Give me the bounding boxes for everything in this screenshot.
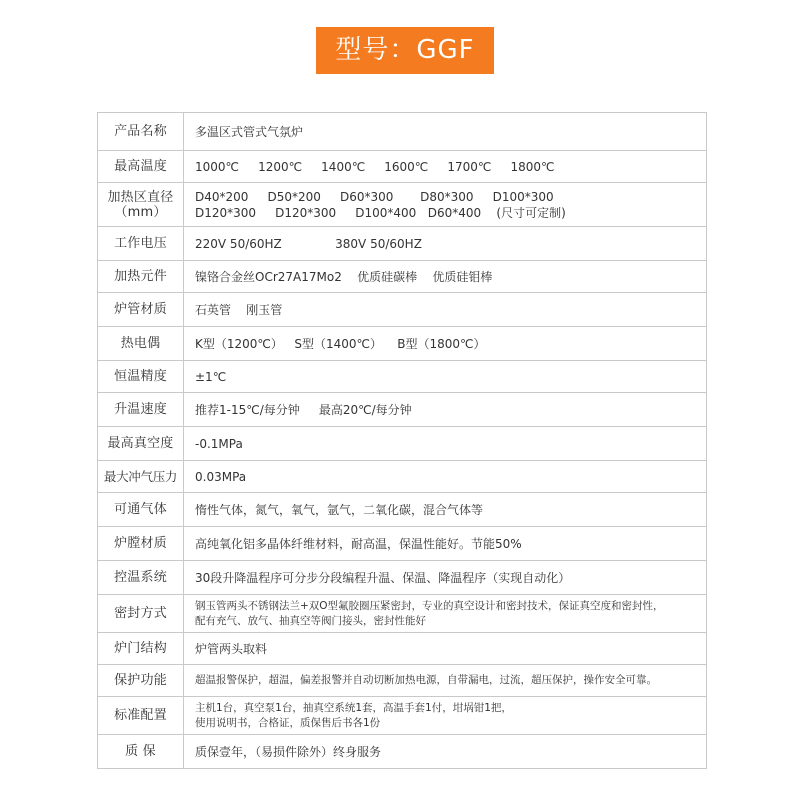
table-row <box>98 183 707 227</box>
table-row <box>98 293 707 327</box>
table-row <box>98 735 707 769</box>
row-label-chamber-material: 炉膛材质 <box>98 527 184 561</box>
row-label-max-temperature: 最高温度 <box>98 151 184 183</box>
table-row <box>98 261 707 293</box>
row-value-door-structure: 炉管两头取料 <box>184 633 707 665</box>
row-value-control-system: 30段升降温程序可分步分段编程升温、保温、降温程序（实现自动化） <box>184 561 707 595</box>
row-label-door-structure: 炉门结构 <box>98 633 184 665</box>
table-row <box>98 227 707 261</box>
table-row <box>98 561 707 595</box>
table-row <box>98 361 707 393</box>
row-value-working-voltage: 220V 50/60HZ 380V 50/60HZ <box>184 227 707 261</box>
table-row <box>98 427 707 461</box>
row-value-max-temperature: 1000℃ 1200℃ 1400℃ 1600℃ 1700℃ 1800℃ <box>184 151 707 183</box>
spec-table <box>97 112 707 769</box>
row-value-max-vacuum: -0.1MPa <box>184 427 707 461</box>
row-label-usable-gases: 可通气体 <box>98 493 184 527</box>
row-label-heating-rate: 升温速度 <box>98 393 184 427</box>
table-row <box>98 327 707 361</box>
table-row <box>98 461 707 493</box>
row-value-thermocouple: K型（1200℃） S型（1400℃） B型（1800℃） <box>184 327 707 361</box>
row-value-tube-material: 石英管 刚玉管 <box>184 293 707 327</box>
row-value-protection: 超温报警保护，超温，偏差报警并自动切断加热电源，自带漏电，过流，超压保护，操作安全可靠。 <box>184 665 707 697</box>
page-title: 型号：GGF <box>316 27 494 74</box>
table-row <box>98 393 707 427</box>
spec-table-body <box>98 113 707 769</box>
row-value-product-name: 多温区式管式气氛炉 <box>184 113 707 151</box>
row-value-warranty: 质保壹年，（易损件除外）终身服务 <box>184 735 707 769</box>
table-row <box>98 527 707 561</box>
row-label-heating-zone-diameter: 加热区直径 （mm） <box>98 183 184 227</box>
row-label-heating-element: 加热元件 <box>98 261 184 293</box>
row-value-sealing-method: 钢玉管两头不锈钢法兰+双O型氟胶圈压紧密封，专业的真空设计和密封技术，保证真空度和密封性， 配有充气、放气、抽真空等阀门接头，密封性能好 <box>184 595 707 633</box>
row-label-max-gas-pressure: 最大冲气压力 <box>98 461 184 493</box>
row-label-warranty: 质 保 <box>98 735 184 769</box>
row-value-max-gas-pressure: 0.03MPa <box>184 461 707 493</box>
row-value-standard-config: 主机1台，真空泵1台，抽真空系统1套，高温手套1付，坩埚钳1把， 使用说明书，合格证，质保售后书各1份 <box>184 697 707 735</box>
row-label-protection: 保护功能 <box>98 665 184 697</box>
row-value-temperature-accuracy: ±1℃ <box>184 361 707 393</box>
row-label-temperature-accuracy: 恒温精度 <box>98 361 184 393</box>
row-label-standard-config: 标准配置 <box>98 697 184 735</box>
row-label-tube-material: 炉管材质 <box>98 293 184 327</box>
row-value-heating-zone-diameter: D40*200 D50*200 D60*300 D80*300 D100*300 D120*300 D120*300 D100*400 D60*400 (尺寸可定制) <box>184 183 707 227</box>
table-row <box>98 595 707 633</box>
row-label-thermocouple: 热电偶 <box>98 327 184 361</box>
table-row <box>98 151 707 183</box>
row-value-chamber-material: 高纯氧化铝多晶体纤维材料，耐高温，保温性能好。节能50% <box>184 527 707 561</box>
row-label-max-vacuum: 最高真空度 <box>98 427 184 461</box>
table-row <box>98 113 707 151</box>
row-label-sealing-method: 密封方式 <box>98 595 184 633</box>
table-row <box>98 493 707 527</box>
table-row <box>98 633 707 665</box>
row-label-working-voltage: 工作电压 <box>98 227 184 261</box>
row-value-heating-element: 镍铬合金丝OCr27A17Mo2 优质硅碳棒 优质硅钼棒 <box>184 261 707 293</box>
table-row <box>98 697 707 735</box>
row-value-usable-gases: 惰性气体，氮气，氧气，氩气，二氧化碳，混合气体等 <box>184 493 707 527</box>
row-value-heating-rate: 推荐1-15℃/每分钟 最高20℃/每分钟 <box>184 393 707 427</box>
row-label-control-system: 控温系统 <box>98 561 184 595</box>
table-row <box>98 665 707 697</box>
row-label-product-name: 产品名称 <box>98 113 184 151</box>
